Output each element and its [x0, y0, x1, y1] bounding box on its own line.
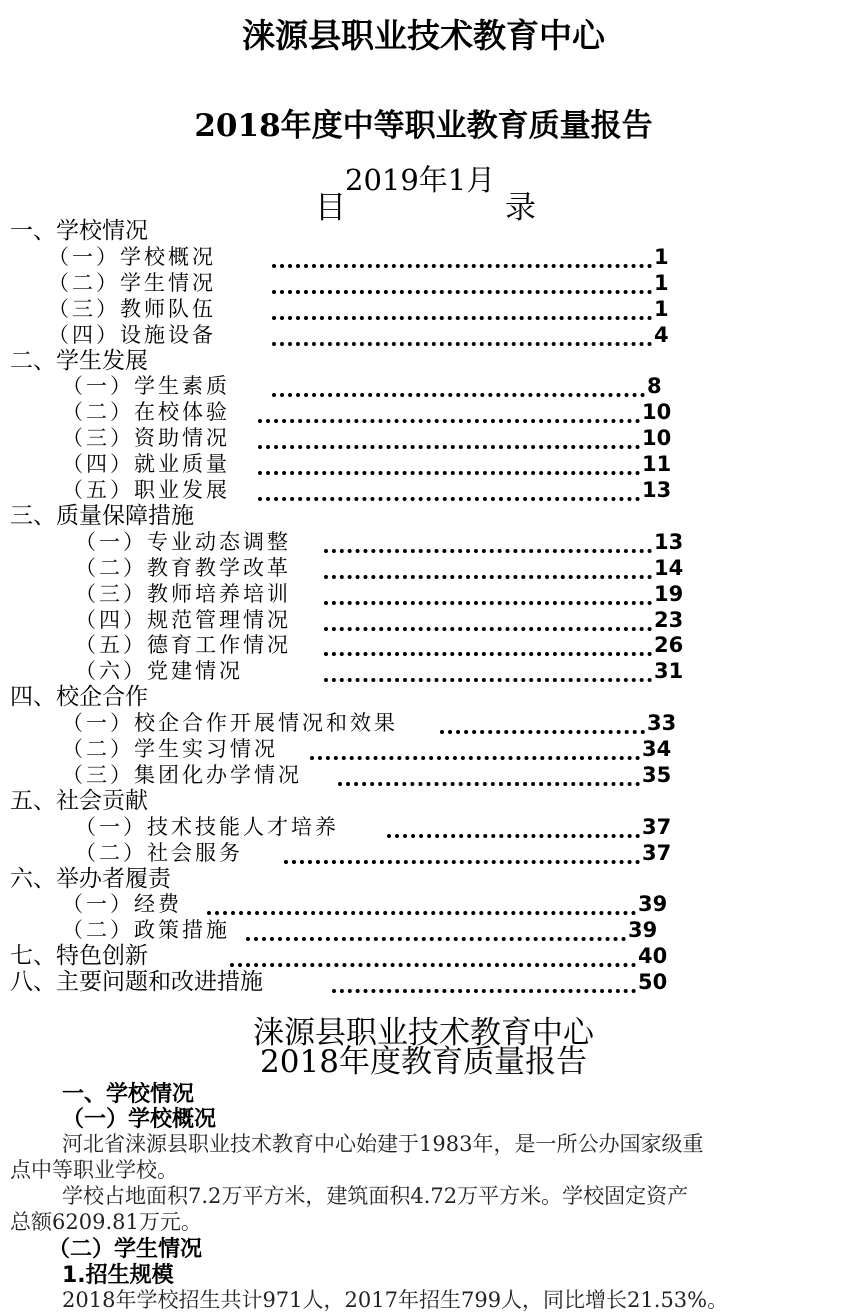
toc-entry-label: 一、学校情况 [10, 218, 148, 244]
toc-entry[interactable] [0, 632, 847, 658]
toc-entry[interactable] [0, 840, 847, 866]
toc-entry-label: （一）学校概况 [48, 244, 216, 269]
toc-page-number: 26 [654, 633, 684, 658]
toc-leader-dots [324, 615, 652, 631]
toc-heading-right: 录 [505, 190, 536, 226]
toc-page-number: 11 [642, 452, 672, 477]
toc-entry[interactable] [0, 658, 847, 684]
toc-entry[interactable] [0, 322, 847, 348]
body-title-line1: 涞源县职业技术教育中心 [253, 1015, 594, 1051]
subsection-heading: （一）学校概况 [62, 1107, 217, 1132]
toc-entry-label: （五）职业发展 [62, 478, 230, 502]
toc-leader-dots [324, 589, 652, 605]
toc-entry-label: （三）集团化办学情况 [62, 762, 302, 787]
toc-entry[interactable] [0, 607, 847, 633]
toc-page-number: 13 [654, 529, 684, 554]
report-title: 2018年度中等职业教育质量报告 [194, 108, 653, 144]
toc-entry-label: （一）学生素质 [62, 374, 230, 399]
toc-page-number: 1 [654, 296, 669, 321]
toc-entry[interactable] [0, 529, 847, 555]
paragraph: 学校占地面积7.2万平方米，建筑面积4.72万平方米。学校固定资产 [62, 1184, 689, 1208]
toc-page-number: 35 [642, 762, 672, 787]
toc-leader-dots [207, 899, 636, 915]
toc-entry[interactable] [0, 943, 847, 969]
toc-entry[interactable] [0, 762, 847, 788]
toc-entry[interactable] [0, 270, 847, 296]
toc-leader-dots [230, 951, 636, 967]
toc-entry-label: （六）党建情况 [75, 659, 243, 684]
toc-page-number: 8 [647, 374, 662, 399]
toc-entry[interactable] [0, 581, 847, 607]
toc-entry-label: （二）学生实习情况 [62, 737, 278, 761]
toc-entry-label: （一）技术技能人才培养 [75, 814, 339, 839]
toc-leader-dots [324, 563, 652, 579]
toc-entry-label: （二）社会服务 [75, 840, 243, 865]
toc-page-number: 37 [642, 840, 672, 865]
toc-entry-label: （二）学生情况 [48, 270, 216, 295]
toc-entry[interactable] [0, 373, 847, 399]
toc-entry-label: （五）德育工作情况 [75, 633, 291, 658]
toc-page-number: 19 [654, 581, 684, 606]
paragraph: 河北省涞源县职业技术教育中心始建于1983年，是一所公办国家级重 [62, 1132, 704, 1156]
toc-entry[interactable] [0, 710, 847, 736]
toc-entry-label: （三）教师队伍 [48, 296, 216, 321]
toc-entry[interactable] [0, 969, 847, 995]
toc-entry-label: （四）就业质量 [62, 452, 230, 477]
body-title-line2: 2018年度教育质量报告 [260, 1044, 587, 1080]
toc-entry-label: 五、社会贡献 [10, 787, 148, 814]
toc-page-number: 39 [628, 918, 658, 943]
toc-entry[interactable] [0, 503, 847, 529]
toc-entry-label: （一）校企合作开展情况和效果 [62, 711, 398, 736]
toc-entry-label: （二）政策措施 [62, 918, 230, 943]
toc-entry-label: （一）经费 [62, 892, 182, 917]
toc-entry[interactable] [0, 684, 847, 710]
toc-leader-dots [440, 718, 645, 734]
toc-page-number: 37 [642, 814, 672, 839]
toc-leader-dots [272, 330, 652, 346]
toc-leader-dots [272, 278, 652, 294]
toc-entry[interactable] [0, 399, 847, 425]
toc-entry[interactable] [0, 218, 847, 244]
toc-page-number: 40 [638, 944, 668, 969]
toc-leader-dots [310, 744, 640, 760]
toc-entry[interactable] [0, 244, 847, 270]
toc-entry[interactable] [0, 555, 847, 581]
toc-page-number: 50 [638, 970, 668, 995]
toc-page-number: 14 [654, 555, 684, 580]
toc-entry[interactable] [0, 451, 847, 477]
toc-leader-dots [284, 848, 640, 864]
toc-leader-dots [258, 485, 640, 501]
toc-leader-dots [324, 640, 652, 656]
toc-page-number: 31 [654, 659, 684, 684]
toc-entry-label: （二）在校体验 [62, 400, 230, 425]
toc-entry[interactable] [0, 425, 847, 451]
toc-leader-dots [324, 666, 652, 682]
toc-leader-dots [272, 304, 652, 320]
toc-entry[interactable] [0, 866, 847, 892]
school-title: 涞源县职业技术教育中心 [242, 16, 605, 55]
toc-entry[interactable] [0, 788, 847, 814]
toc-entry[interactable] [0, 348, 847, 374]
toc-leader-dots [272, 252, 652, 268]
toc-entry-label: （四）规范管理情况 [75, 607, 291, 632]
toc-entry-label: 四、校企合作 [10, 684, 148, 711]
paragraph: 2018年学校招生共计971人，2017年招生799人，同比增长21.53%。 [62, 1288, 729, 1312]
toc-entry-label: 三、质量保障措施 [10, 502, 194, 529]
toc-leader-dots [338, 770, 640, 786]
toc-entry-label: 六、举办者履责 [10, 865, 171, 892]
toc-page-number: 1 [654, 244, 669, 269]
toc-entry-label: （一）专业动态调整 [75, 529, 291, 554]
toc-page-number: 10 [642, 400, 672, 425]
section-heading: 一、学校情况 [62, 1082, 195, 1107]
toc-leader-dots [258, 433, 640, 449]
toc-page-number: 1 [654, 270, 669, 295]
toc-entry[interactable] [0, 917, 847, 943]
toc-heading-left: 目 [315, 190, 346, 226]
subsection-heading: （二）学生情况 [48, 1237, 203, 1262]
toc-leader-dots [246, 925, 626, 941]
toc-page-number: 10 [642, 426, 672, 451]
toc-page-number: 13 [642, 478, 672, 502]
toc-page-number: 33 [647, 711, 677, 736]
toc-leader-dots [258, 407, 640, 423]
paragraph-continued: 点中等职业学校。 [10, 1158, 178, 1182]
toc-page-number: 4 [654, 322, 669, 347]
toc-entry-label: 七、特色创新 [10, 943, 148, 970]
toc-entry-label: （三）资助情况 [62, 426, 230, 451]
toc-leader-dots [258, 459, 640, 475]
toc-entry-label: （二）教育教学改革 [75, 555, 291, 580]
subsubsection-heading: 1.招生规模 [62, 1263, 174, 1288]
toc-entry-label: 八、主要问题和改进措施 [10, 969, 263, 996]
toc-leader-dots [272, 381, 645, 397]
toc-page-number: 34 [642, 737, 672, 761]
toc-page-number: 23 [654, 607, 684, 632]
toc-entry[interactable] [0, 736, 847, 762]
toc-leader-dots [387, 822, 640, 838]
toc-entry-label: （四）设施设备 [48, 322, 216, 347]
toc-leader-dots [324, 537, 652, 553]
toc-leader-dots [332, 977, 636, 993]
toc-entry[interactable] [0, 296, 847, 322]
toc-entry[interactable] [0, 814, 847, 840]
toc-entry-label: （三）教师培养培训 [75, 581, 291, 606]
report-date: 2019年1月 [345, 163, 496, 197]
toc-entry[interactable] [0, 477, 847, 503]
paragraph-continued: 总额6209.81万元。 [10, 1210, 202, 1234]
toc-entry[interactable] [0, 891, 847, 917]
toc-entry-label: 二、学生发展 [10, 347, 148, 374]
toc-page-number: 39 [638, 892, 668, 917]
